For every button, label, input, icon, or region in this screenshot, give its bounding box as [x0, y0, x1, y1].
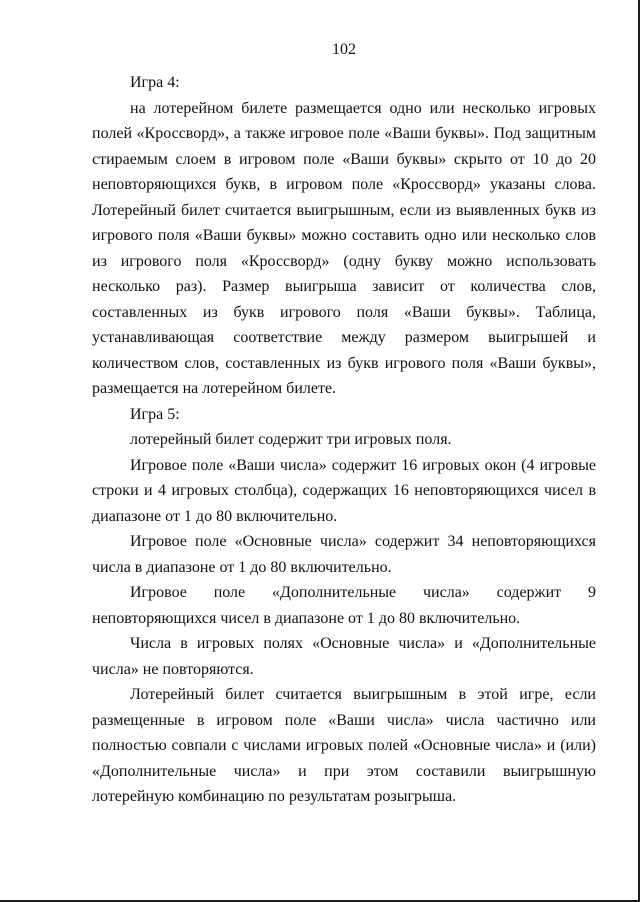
winning-condition-paragraph: Лотерейный билет считается выигрышным в этой игре, если размещенные в игровом поле «Ваши числа» числа частично или полностью совпали с числами игровых полей «Основные числа» и (или) «Дополнительные числа» и при этом составили выигрышную лотерейную комбинацию по результатам розыгрыша.	[92, 686, 596, 805]
document-body	[92, 70, 596, 810]
game-4-heading: Игра 4:	[130, 74, 180, 91]
no-repeat-paragraph: Числа в игровых полях «Основные числа» и «Дополнительные числа» не повторяются.	[92, 635, 596, 678]
game-5-heading: Игра 5:	[130, 405, 180, 423]
page-number: 102	[332, 41, 356, 58]
field-additional-numbers-paragraph: Игровое поле «Дополнительные числа» содержит 9 неповторяющихся чисел в диапазоне от 1 до 80 включительно.	[92, 584, 596, 627]
game-5-intro: лотерейный билет содержит три игровых поля.	[130, 431, 452, 448]
field-main-numbers-paragraph: Игровое поле «Основные числа» содержит 34 неповторяющихся числа в диапазоне от 1 до 80 включительно.	[92, 533, 596, 576]
game-4-description: на лотерейном билете размещается одно или несколько игровых полей «Кроссворд», а также игровое поле «Ваши буквы». Под защитным стираемым слоем в игровом поле «Ваши буквы» скрыто от 10 до 20 неповторяющихся букв, в игровом поле «Кроссворд» указаны слова. Лотерейный билет считается выигрышным, если из выявленных букв из игрового поля «Ваши буквы» можно составить одно или несколько слов из игрового поля «Кроссворд» (одну букву можно использовать несколько раз). Размер выигрыша зависит от количества слов, составленных из букв игрового поля «Ваши буквы». Таблица, устанавливающая соответствие между размером выигрышей и количеством слов, составленных из букв игрового поля «Ваши буквы», размещается на лотерейном билете.	[92, 99, 596, 397]
field-your-numbers-paragraph: Игровое поле «Ваши числа» содержит 16 игровых окон (4 игровые строки и 4 игровых столбца), содержащих 16 неповторяющихся чисел в диапазоне от 1 до 80 включительно.	[92, 456, 596, 525]
